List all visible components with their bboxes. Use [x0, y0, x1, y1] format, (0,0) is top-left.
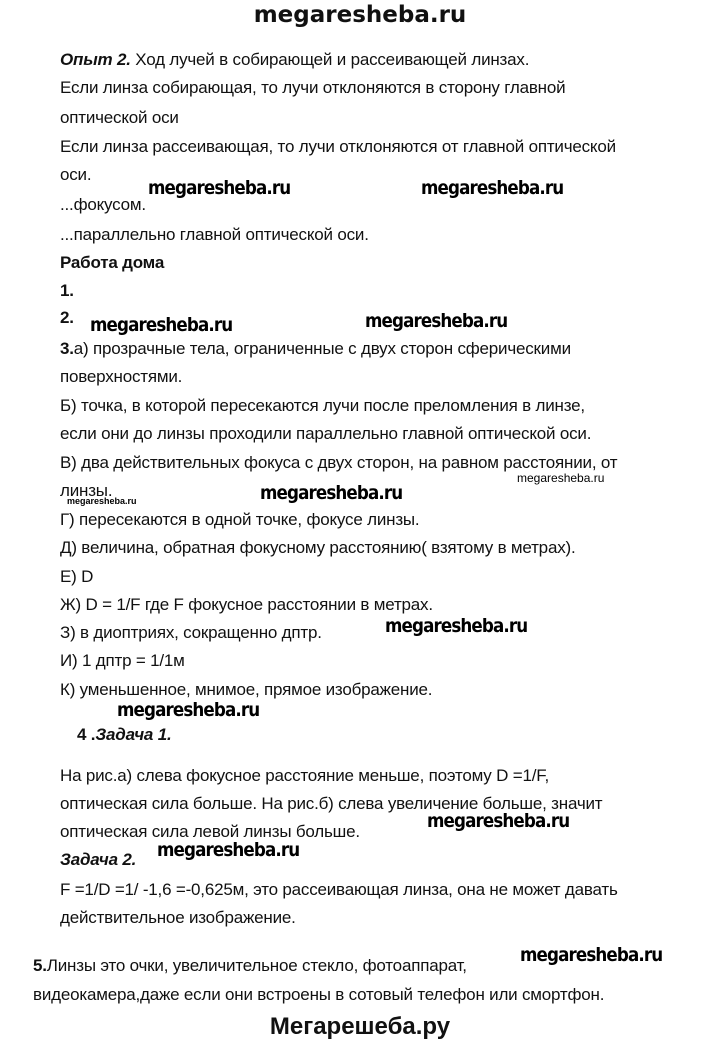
item-number-1: 1.: [60, 281, 74, 300]
q3-line: Ж) D = 1/F где F фокусное расстоянии в метрах.: [60, 595, 433, 614]
q5-line: 5.Линзы это очки, увеличительное стекло, фотоаппарат,: [33, 956, 467, 975]
watermark: megaresheba.ru: [517, 471, 605, 485]
watermark: megaresheba.ru: [117, 699, 260, 721]
q3-line: если они до линзы проходили параллельно главной оптической оси.: [60, 424, 592, 443]
text-line: оптической оси: [60, 108, 179, 127]
watermark: megaresheba.ru: [260, 482, 403, 504]
q3-line: К) уменьшенное, мнимое, прямое изображение.: [60, 680, 433, 699]
watermark: megaresheba.ru: [427, 810, 570, 832]
q3-line: В) два действительных фокуса с двух сторон, на равном расстоянии, от: [60, 453, 618, 472]
watermark: megaresheba.ru: [148, 177, 291, 199]
experiment-heading: [60, 49, 529, 71]
q5-line: видеокамера,даже если они встроены в сотовый телефон или смортфон.: [33, 985, 605, 1004]
task2-line: действительное изображение.: [60, 908, 296, 927]
item-number-3: 3.: [60, 339, 74, 358]
site-header: megaresheba.ru: [253, 2, 467, 28]
watermark: megaresheba.ru: [385, 615, 528, 637]
text-line: Если линза рассеивающая, то лучи отклоняются от главной оптической: [60, 137, 616, 156]
task1-line: оптическая сила левой линзы больше.: [60, 822, 360, 841]
homework-title: Работа дома: [60, 253, 165, 272]
experiment-label: Опыт 2.: [60, 50, 131, 69]
q3-line: Б) точка, в которой пересекаются лучи после преломления в линзе,: [60, 396, 585, 415]
q3-line: 3.а) прозрачные тела, ограниченные с двух сторон сферическими: [60, 339, 571, 358]
task1-line: На рис.а) слева фокусное расстояние меньше, поэтому D =1/F,: [60, 766, 550, 785]
task1-line: оптическая сила больше. На рис.б) слева увеличение больше, значит: [60, 794, 603, 813]
watermark: megaresheba.ru: [157, 839, 300, 861]
text-line: ...фокусом.: [60, 195, 146, 214]
q3-line: Д) величина, обратная фокусному расстоянию( взятому в метрах).: [60, 538, 576, 557]
watermark: megaresheba.ru: [90, 314, 233, 336]
task2-line: F =1/D =1/ -1,6 =-0,625м, это рассеивающая линза, она не может давать: [60, 880, 618, 899]
q3-line: Г) пересекаются в одной точке, фокусе линзы.: [60, 510, 420, 529]
site-footer: Мегарешеба.ру: [269, 1013, 451, 1040]
watermark: megaresheba.ru: [421, 177, 564, 199]
task1-heading: 4 .Задача 1.: [77, 725, 172, 744]
q3-line: линзы.: [60, 481, 113, 500]
watermark: megaresheba.ru: [365, 310, 508, 332]
experiment-title: Ход лучей в собирающей и рассеивающей линзах.: [130, 50, 530, 69]
item-number-2: 2.: [60, 308, 74, 327]
text-line: оси.: [60, 165, 92, 184]
task2-heading: Задача 2.: [60, 850, 137, 869]
text-line: ...параллельно главной оптической оси.: [60, 225, 369, 244]
watermark: megaresheba.ru: [520, 944, 663, 966]
q3-line: З) в диоптриях, сокращенно дптр.: [60, 623, 322, 642]
item-number-4: 4 .: [77, 725, 96, 744]
q3-line: поверхностями.: [60, 367, 183, 386]
item-number-5: 5.: [33, 956, 47, 975]
text-line: Если линза собирающая, то лучи отклоняются в сторону главной: [60, 78, 566, 97]
q3-line: И) 1 дптр = 1/1м: [60, 651, 185, 670]
watermark: megaresheba.ru: [67, 496, 137, 506]
q3-line: Е) D: [60, 567, 94, 586]
